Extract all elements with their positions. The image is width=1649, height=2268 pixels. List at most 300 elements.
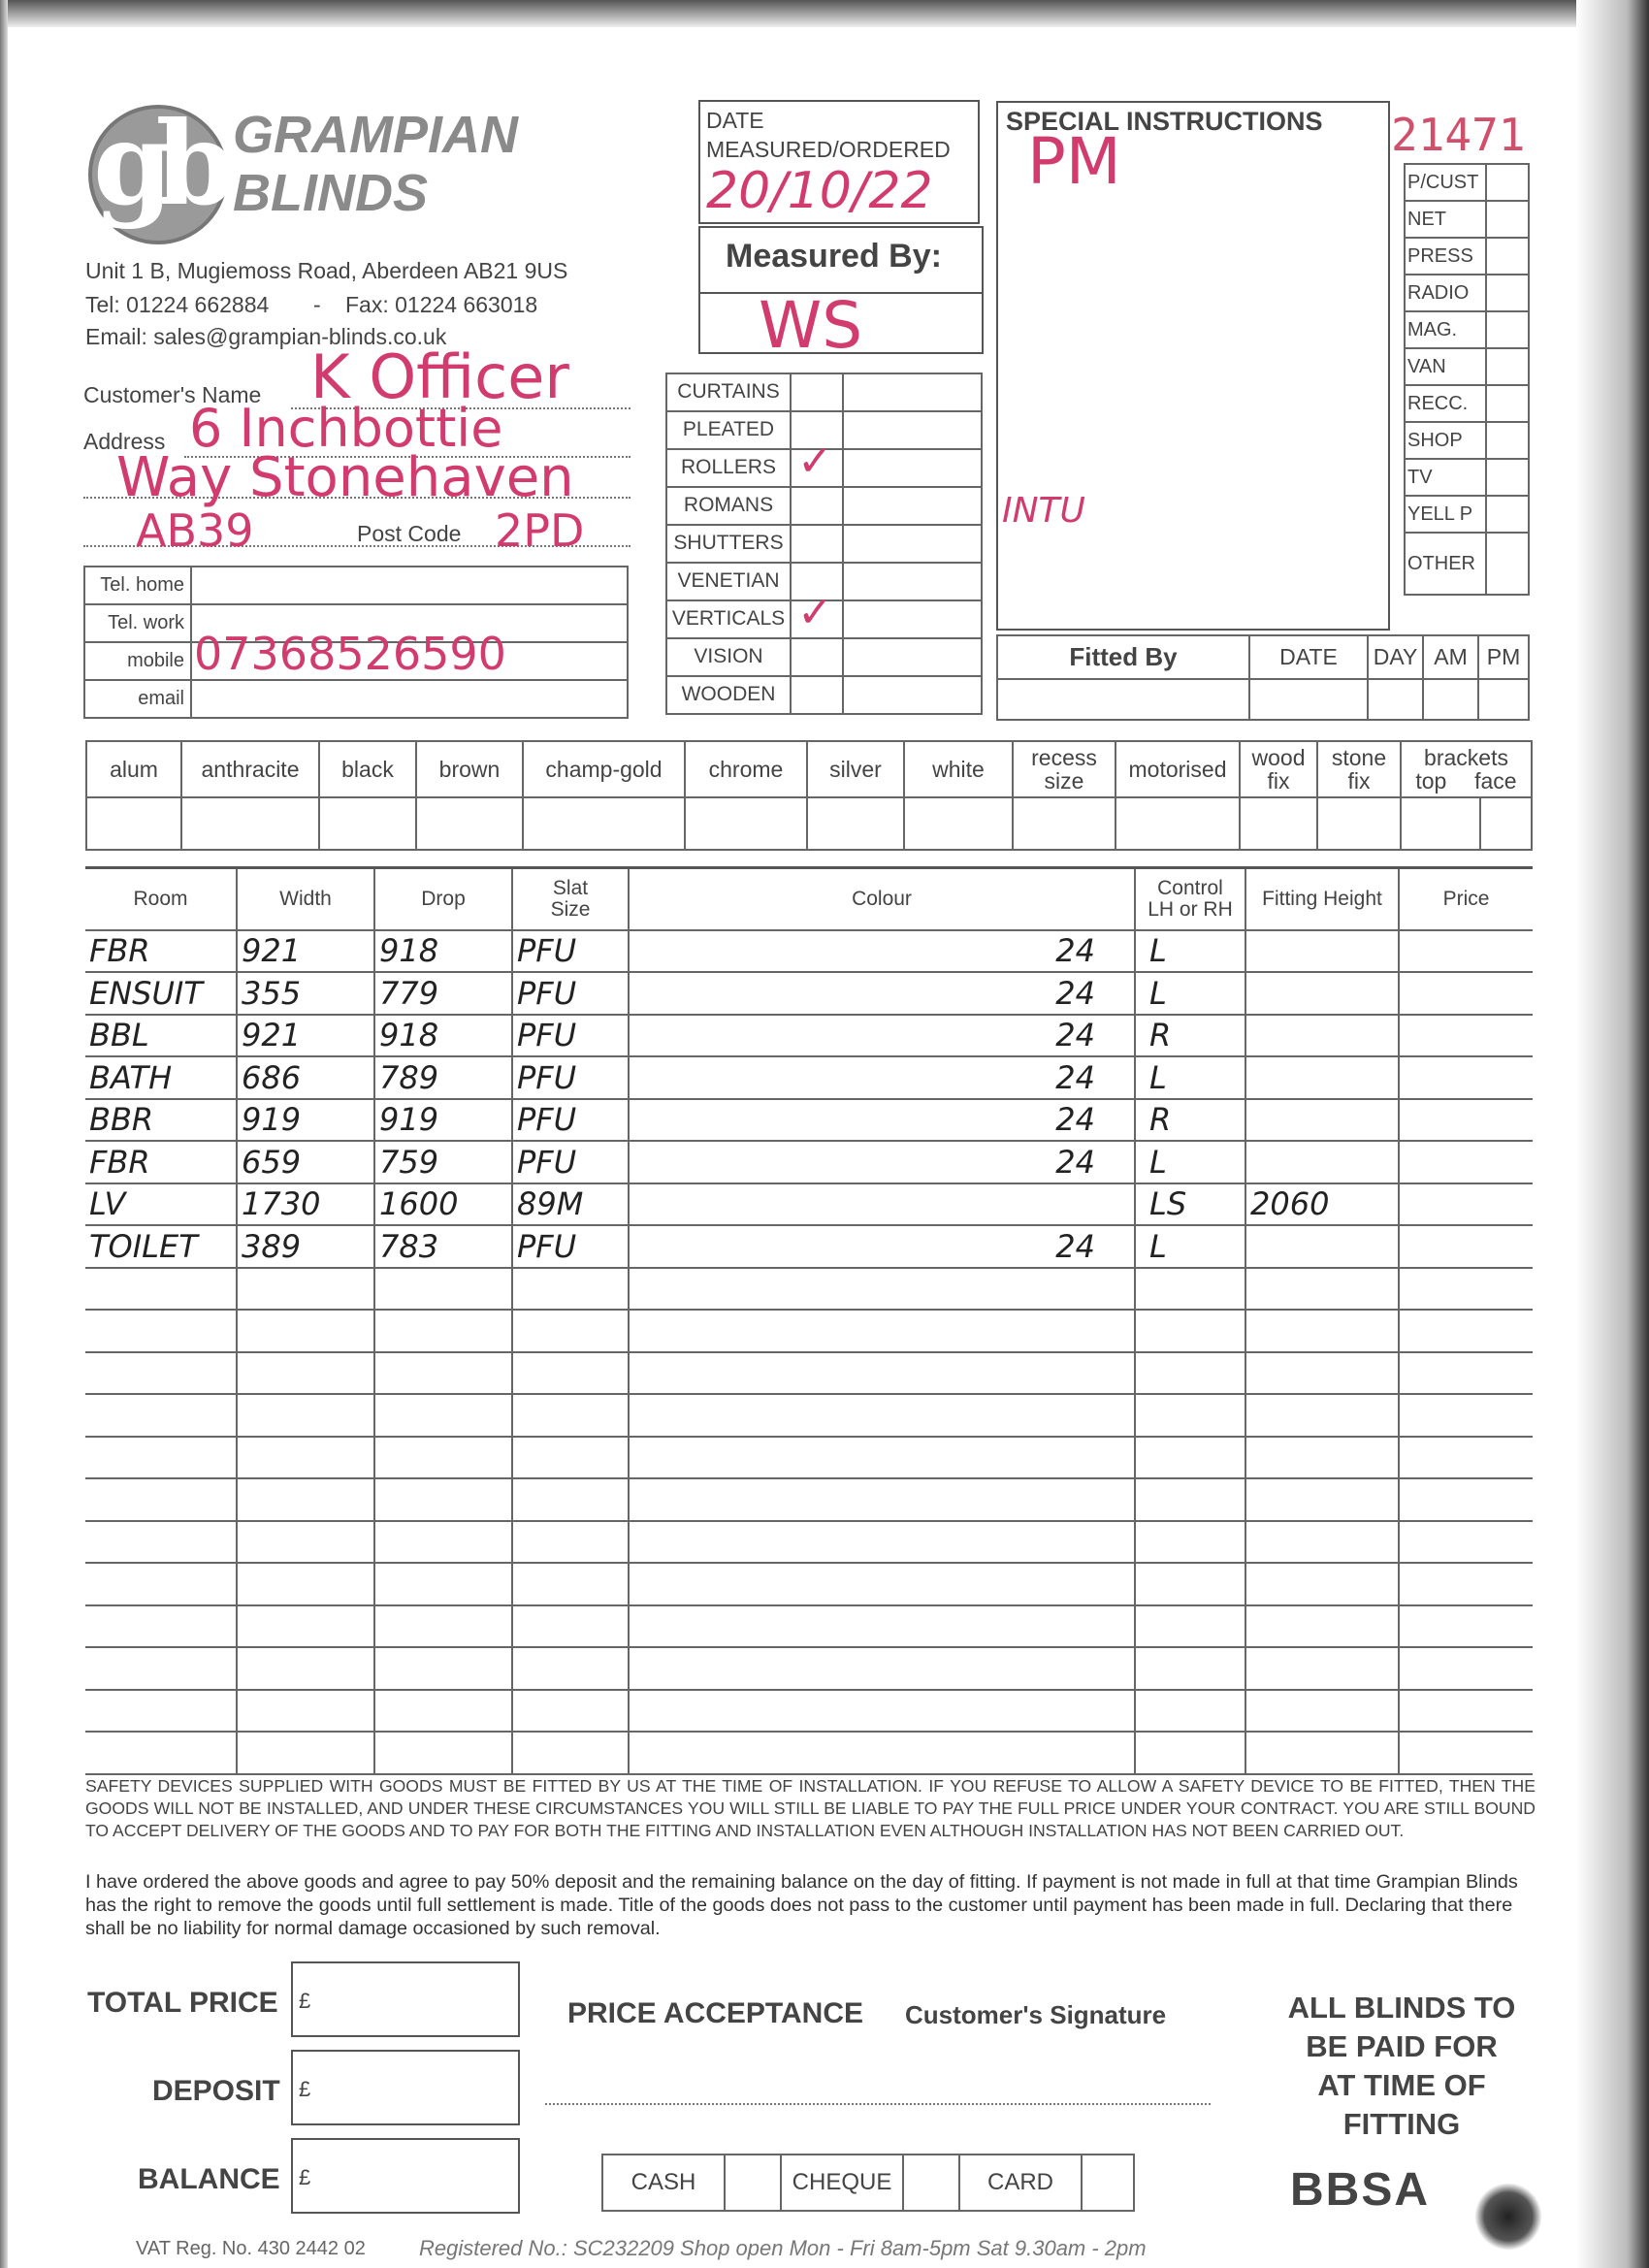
- cell-room[interactable]: [85, 1352, 237, 1395]
- cell-slat[interactable]: [512, 1690, 629, 1733]
- cell-width[interactable]: [237, 1141, 374, 1183]
- value-room: FBR: [89, 932, 150, 970]
- fitted-date-field[interactable]: [1249, 679, 1368, 720]
- source-box-8[interactable]: [1486, 459, 1529, 496]
- cell-fitting[interactable]: [1245, 1394, 1399, 1437]
- cell-price[interactable]: [1399, 1394, 1533, 1437]
- cell-colour[interactable]: [629, 1690, 1135, 1733]
- cell-slat[interactable]: [512, 930, 629, 973]
- table-row: [85, 1183, 1533, 1226]
- blind-type-shutters: SHUTTERS: [673, 532, 784, 555]
- cell-slat[interactable]: [512, 1056, 629, 1099]
- source-box-5[interactable]: [1486, 348, 1529, 385]
- company-name-line2: BLINDS: [233, 164, 428, 222]
- table-row: [85, 972, 1533, 1015]
- cell-drop[interactable]: [374, 1015, 512, 1057]
- cell-price[interactable]: [1399, 1521, 1533, 1564]
- cell-fitting[interactable]: [1245, 1099, 1399, 1142]
- cell-width[interactable]: [237, 1268, 374, 1311]
- tel-work-label: Tel. work: [108, 612, 184, 633]
- cell-control[interactable]: [1135, 1605, 1245, 1648]
- source-box-7[interactable]: [1486, 422, 1529, 459]
- cell-price[interactable]: [1399, 1268, 1533, 1311]
- cell-width[interactable]: [237, 1056, 374, 1099]
- blind-notes-romans[interactable]: [843, 487, 982, 525]
- cell-fitting[interactable]: [1245, 1563, 1399, 1605]
- cell-width[interactable]: [237, 1352, 374, 1395]
- cell-slat[interactable]: [512, 1225, 629, 1268]
- cell-control[interactable]: [1135, 1690, 1245, 1733]
- col-width: Width: [279, 887, 332, 910]
- safety-terms: SAFETY DEVICES SUPPLIED WITH GOODS MUST BE FITTED BY US AT THE TIME OF INSTALLATION. IF YOU REFUSE TO ALLOW A SAFETY DEVICE TO BE FITTED, THEN THE GOODS WILL NOT BE INSTALLED, AND UNDER THESE CIRCUMSTANCES YOU WILL STILL BE LIABLE TO PAY THE FULL PRICE UNDER YOUR CONTRACT. YOU ARE STILL BOUND TO ACCEPT DELIVERY OF THE GOODS AND TO PAY FOR BOTH THE FITTING AND INSTALLATION EVEN ALTHOUGH INSTALLATION HAS NOT BEEN CARRIED OUT.: [85, 1776, 1536, 1840]
- cell-drop[interactable]: [374, 1478, 512, 1521]
- cell-room[interactable]: [85, 1141, 237, 1183]
- cell-colour[interactable]: [629, 1225, 1135, 1268]
- cell-price[interactable]: [1399, 1690, 1533, 1733]
- cell-fitting[interactable]: [1245, 1647, 1399, 1690]
- cell-room[interactable]: [85, 1478, 237, 1521]
- opt-face-box[interactable]: [1480, 797, 1532, 850]
- cell-colour[interactable]: [629, 1394, 1135, 1437]
- cell-colour[interactable]: [629, 1099, 1135, 1142]
- cell-room[interactable]: [85, 1225, 237, 1268]
- blind-check-vision[interactable]: [791, 638, 843, 676]
- blind-type-romans: ROMANS: [683, 494, 774, 517]
- cell-slat[interactable]: [512, 1268, 629, 1311]
- fitted-by-wrap: [996, 634, 1530, 721]
- cell-price[interactable]: [1399, 1437, 1533, 1479]
- cell-drop[interactable]: [374, 1141, 512, 1183]
- tel-home-field[interactable]: [191, 567, 628, 604]
- cell-price[interactable]: [1399, 1141, 1533, 1183]
- opt-alum-box[interactable]: [86, 797, 181, 850]
- cell-width[interactable]: [237, 1478, 374, 1521]
- source-box-0[interactable]: [1486, 164, 1529, 201]
- cell-fitting[interactable]: [1245, 1437, 1399, 1479]
- fitted-day-field[interactable]: [1368, 679, 1423, 720]
- blind-notes-shutters[interactable]: [843, 525, 982, 563]
- cell-room[interactable]: [85, 1183, 237, 1226]
- source-box-3[interactable]: [1486, 275, 1529, 311]
- cell-drop[interactable]: [374, 1183, 512, 1226]
- blind-notes-verticals[interactable]: [843, 600, 982, 638]
- agreement-terms: I have ordered the above goods and agree to pay 50% deposit and the remaining balance on the day of fitting. If payment is not made in full at that time Grampian Blinds has the right to remove the goods until full settlement is made. Title of the goods does not pass to the customer until payment has been made in full. Declaring that there shall be no liability for normal damage occasioned by such removal.: [85, 1871, 1518, 1939]
- cell-control[interactable]: [1135, 1394, 1245, 1437]
- cell-colour[interactable]: [629, 1310, 1135, 1352]
- fitted-date-label: DATE: [1279, 644, 1338, 670]
- cell-fitting[interactable]: [1245, 1605, 1399, 1648]
- blind-check-verticals[interactable]: [791, 588, 843, 638]
- price-acceptance-label: PRICE ACCEPTANCE: [567, 1997, 864, 2029]
- opt-black: black: [341, 756, 394, 782]
- cell-drop[interactable]: [374, 1394, 512, 1437]
- source-9: YELL P: [1407, 502, 1473, 525]
- value-slat: PFU: [517, 1101, 577, 1139]
- value-drop: 783: [379, 1227, 439, 1265]
- source-box-10[interactable]: [1486, 533, 1529, 595]
- cell-drop[interactable]: [374, 1605, 512, 1648]
- cell-control[interactable]: [1135, 1141, 1245, 1183]
- cell-fitting[interactable]: [1245, 1015, 1399, 1057]
- source-8: TV: [1407, 466, 1433, 488]
- cell-price[interactable]: [1399, 1183, 1533, 1226]
- cell-control[interactable]: [1135, 1521, 1245, 1564]
- cell-control[interactable]: [1135, 930, 1245, 973]
- cell-slat[interactable]: [512, 1478, 629, 1521]
- opt-motorised-box[interactable]: [1116, 797, 1240, 850]
- scan-edge-left: [0, 0, 8, 2268]
- cell-control[interactable]: [1135, 1056, 1245, 1099]
- cell-colour[interactable]: [629, 1268, 1135, 1311]
- tick-mark: ✓: [797, 588, 833, 637]
- col-fitting-height: Fitting Height: [1262, 887, 1382, 910]
- opt-white-box[interactable]: [904, 797, 1013, 850]
- blind-check-wooden[interactable]: [791, 676, 843, 714]
- cell-width[interactable]: [237, 1183, 374, 1226]
- blind-check-shutters[interactable]: [791, 525, 843, 563]
- date-value[interactable]: 20/10/22: [706, 162, 933, 220]
- card-box[interactable]: [1082, 2155, 1134, 2211]
- cell-room[interactable]: [85, 1015, 237, 1057]
- postcode-value[interactable]: 2PD: [495, 504, 585, 557]
- table-row: [85, 1521, 1533, 1564]
- cell-colour[interactable]: [629, 1732, 1135, 1774]
- cell-colour[interactable]: [629, 1183, 1135, 1226]
- value-width: 921: [242, 932, 302, 970]
- cell-colour[interactable]: [629, 1141, 1135, 1183]
- col-room: Room: [133, 887, 188, 910]
- cell-colour[interactable]: [629, 1563, 1135, 1605]
- ink-smudge: [1474, 2183, 1542, 2251]
- cell-price[interactable]: [1399, 1225, 1533, 1268]
- company-sep: -: [313, 292, 321, 317]
- cell-fitting[interactable]: [1245, 1690, 1399, 1733]
- col-price: Price: [1442, 887, 1490, 910]
- balance-field[interactable]: [291, 2138, 520, 2214]
- cell-drop[interactable]: [374, 1732, 512, 1774]
- value-width: 1730: [242, 1185, 321, 1223]
- value-colour: 24: [1055, 932, 1095, 970]
- cell-drop[interactable]: [374, 1310, 512, 1352]
- source-box-1[interactable]: [1486, 201, 1529, 238]
- cell-slat[interactable]: [512, 1647, 629, 1690]
- opt-recess-box[interactable]: [1013, 797, 1116, 850]
- cell-slat[interactable]: [512, 1015, 629, 1057]
- cell-drop[interactable]: [374, 1647, 512, 1690]
- cell-drop[interactable]: [374, 1056, 512, 1099]
- cell-slat[interactable]: [512, 1183, 629, 1226]
- cell-fitting[interactable]: [1245, 1056, 1399, 1099]
- cell-slat[interactable]: [512, 1605, 629, 1648]
- customer-name-value[interactable]: K Officer: [310, 341, 569, 412]
- cell-control[interactable]: [1135, 1015, 1245, 1057]
- value-colour: 24: [1055, 1058, 1095, 1096]
- blind-notes-venetian[interactable]: [843, 563, 982, 600]
- cell-width[interactable]: [237, 1647, 374, 1690]
- cell-fitting[interactable]: [1245, 1225, 1399, 1268]
- source-1: NET: [1407, 208, 1446, 230]
- cell-control[interactable]: [1135, 1478, 1245, 1521]
- cell-room[interactable]: [85, 1732, 237, 1774]
- cell-drop[interactable]: [374, 1268, 512, 1311]
- source-2: PRESS: [1407, 244, 1473, 267]
- value-control: L: [1149, 974, 1167, 1012]
- cell-control[interactable]: [1135, 1352, 1245, 1395]
- cell-fitting[interactable]: [1245, 1141, 1399, 1183]
- cell-colour[interactable]: [629, 1478, 1135, 1521]
- order-table: [85, 866, 1533, 1775]
- cell-fitting[interactable]: [1245, 1732, 1399, 1774]
- mobile-field[interactable]: [191, 628, 628, 680]
- source-table: [1404, 163, 1530, 596]
- cell-room[interactable]: [85, 972, 237, 1015]
- cell-price[interactable]: [1399, 1605, 1533, 1648]
- opt-silver-box[interactable]: [807, 797, 904, 850]
- blind-type-venetian: VENETIAN: [677, 569, 780, 593]
- opt-wood-box[interactable]: [1240, 797, 1317, 850]
- table-row: [85, 1268, 1533, 1311]
- cell-width[interactable]: [237, 1099, 374, 1142]
- mobile-value: 07368526590: [194, 628, 506, 680]
- value-drop: 759: [379, 1143, 439, 1181]
- form-number: 21471: [1391, 109, 1526, 161]
- cell-slat[interactable]: [512, 1310, 629, 1352]
- scan-edge-right: [1576, 0, 1649, 2268]
- fitted-by-field[interactable]: [997, 679, 1249, 720]
- fitted-am-field[interactable]: [1423, 679, 1478, 720]
- cell-width[interactable]: [237, 1605, 374, 1648]
- cell-room[interactable]: [85, 1690, 237, 1733]
- date-measured-box: [698, 100, 980, 224]
- mobile-label: mobile: [127, 650, 184, 671]
- cell-width[interactable]: [237, 1394, 374, 1437]
- blind-notes-pleated[interactable]: [843, 411, 982, 449]
- cell-slat[interactable]: [512, 1732, 629, 1774]
- opt-motorised: motorised: [1128, 756, 1227, 782]
- cell-width[interactable]: [237, 1690, 374, 1733]
- value-control: L: [1149, 1143, 1167, 1181]
- address-value-2[interactable]: Way Stonehaven: [116, 446, 574, 509]
- cell-width[interactable]: [237, 972, 374, 1015]
- cell-price[interactable]: [1399, 1732, 1533, 1774]
- cell-slat[interactable]: [512, 1394, 629, 1437]
- cell-control[interactable]: [1135, 1437, 1245, 1479]
- cell-price[interactable]: [1399, 1310, 1533, 1352]
- cell-fitting[interactable]: [1245, 1521, 1399, 1564]
- cell-price[interactable]: [1399, 930, 1533, 973]
- value-drop: 919: [379, 1101, 439, 1139]
- deposit-field[interactable]: [291, 2050, 520, 2125]
- cell-price[interactable]: [1399, 1478, 1533, 1521]
- cell-fitting[interactable]: [1245, 930, 1399, 973]
- blind-check-rollers[interactable]: [791, 437, 843, 487]
- value-control: R: [1149, 1101, 1172, 1139]
- source-box-4[interactable]: [1486, 311, 1529, 348]
- cell-drop[interactable]: [374, 1521, 512, 1564]
- signature-line[interactable]: [545, 2103, 1211, 2105]
- blind-notes-wooden[interactable]: [843, 676, 982, 714]
- cell-width[interactable]: [237, 1563, 374, 1605]
- table-row: [85, 1690, 1533, 1733]
- cell-width[interactable]: [237, 1437, 374, 1479]
- cell-control[interactable]: [1135, 1183, 1245, 1226]
- col-slat-size: [513, 878, 628, 921]
- opt-champ-gold-box[interactable]: [523, 797, 685, 850]
- phone-table: [83, 566, 629, 719]
- customer-signature-label: Customer's Signature: [905, 2000, 1167, 2029]
- value-slat: PFU: [517, 1058, 577, 1096]
- cell-fitting[interactable]: [1245, 1183, 1399, 1226]
- value-drop: 789: [379, 1058, 439, 1096]
- deposit-currency: £: [299, 2077, 311, 2101]
- source-box-2[interactable]: [1486, 238, 1529, 275]
- order-table-wrap: [85, 866, 1533, 1775]
- source-3: RADIO: [1407, 281, 1470, 304]
- cell-control[interactable]: [1135, 1647, 1245, 1690]
- cell-price[interactable]: [1399, 1647, 1533, 1690]
- address-value-3[interactable]: AB39: [136, 504, 254, 557]
- cell-control[interactable]: [1135, 1732, 1245, 1774]
- cell-room[interactable]: [85, 1647, 237, 1690]
- cell-colour[interactable]: [629, 1647, 1135, 1690]
- special-note-1[interactable]: PM: [1027, 124, 1121, 199]
- company-tel: Tel: 01224 662884: [85, 292, 270, 317]
- value-width: 921: [242, 1017, 302, 1054]
- cell-drop[interactable]: [374, 930, 512, 973]
- cell-fitting[interactable]: [1245, 1310, 1399, 1352]
- cell-colour[interactable]: [629, 930, 1135, 973]
- cell-price[interactable]: [1399, 972, 1533, 1015]
- payment-method-table: [601, 2154, 1135, 2212]
- opt-face: face: [1474, 768, 1517, 794]
- cell-control[interactable]: [1135, 1225, 1245, 1268]
- total-price-field[interactable]: [291, 1961, 520, 2037]
- table-row: [85, 1225, 1533, 1268]
- cell-colour[interactable]: [629, 1521, 1135, 1564]
- cell-fitting[interactable]: [1245, 972, 1399, 1015]
- cell-room[interactable]: [85, 1268, 237, 1311]
- blind-notes-rollers[interactable]: [843, 449, 982, 487]
- cell-fitting[interactable]: [1245, 1268, 1399, 1311]
- cell-slat[interactable]: [512, 1141, 629, 1183]
- opt-brackets: [1402, 746, 1531, 793]
- blind-check-curtains[interactable]: [791, 373, 843, 411]
- cell-slat[interactable]: [512, 1437, 629, 1479]
- customer-name-label: Customer's Name: [83, 382, 262, 407]
- cell-price[interactable]: [1399, 1352, 1533, 1395]
- value-colour: 24: [1055, 1017, 1095, 1054]
- opt-brown-box[interactable]: [416, 797, 523, 850]
- opt-anthracite-box[interactable]: [181, 797, 319, 850]
- cell-price[interactable]: [1399, 1563, 1533, 1605]
- source-box-9[interactable]: [1486, 496, 1529, 533]
- cell-control[interactable]: [1135, 1099, 1245, 1142]
- cell-width[interactable]: [237, 1225, 374, 1268]
- opt-chrome-box[interactable]: [685, 797, 807, 850]
- cell-width[interactable]: [237, 1015, 374, 1057]
- cell-room[interactable]: [85, 1099, 237, 1142]
- cell-drop[interactable]: [374, 1437, 512, 1479]
- cell-drop[interactable]: [374, 1690, 512, 1733]
- cell-fitting[interactable]: [1245, 1478, 1399, 1521]
- cell-colour[interactable]: [629, 972, 1135, 1015]
- blind-notes-vision[interactable]: [843, 638, 982, 676]
- value-width: 659: [242, 1143, 302, 1181]
- cell-control[interactable]: [1135, 972, 1245, 1015]
- opt-black-box[interactable]: [319, 797, 416, 850]
- cell-colour[interactable]: [629, 1015, 1135, 1057]
- cell-slat[interactable]: [512, 1563, 629, 1605]
- cell-width[interactable]: [237, 930, 374, 973]
- cell-drop[interactable]: [374, 972, 512, 1015]
- cell-room[interactable]: [85, 1056, 237, 1099]
- cell-drop[interactable]: [374, 1563, 512, 1605]
- source-box-6[interactable]: [1486, 385, 1529, 422]
- cell-slat[interactable]: [512, 1521, 629, 1564]
- cell-room[interactable]: [85, 930, 237, 973]
- opt-stone-box[interactable]: [1317, 797, 1401, 850]
- measured-by-value[interactable]: WS: [759, 288, 863, 363]
- cell-price[interactable]: [1399, 1015, 1533, 1057]
- cell-drop[interactable]: [374, 1099, 512, 1142]
- cell-colour[interactable]: [629, 1437, 1135, 1479]
- special-instructions-title: SPECIAL INSTRUCTIONS: [1006, 107, 1323, 136]
- payment-method-wrap: [601, 2154, 1135, 2212]
- cell-colour[interactable]: [629, 1352, 1135, 1395]
- cell-room[interactable]: [85, 1521, 237, 1564]
- value-width: 919: [242, 1101, 302, 1139]
- value-width: 686: [242, 1058, 302, 1096]
- cell-slat[interactable]: [512, 1352, 629, 1395]
- cell-price[interactable]: [1399, 1099, 1533, 1142]
- cell-width[interactable]: [237, 1310, 374, 1352]
- table-row: [85, 1605, 1533, 1648]
- cell-room[interactable]: [85, 1310, 237, 1352]
- cell-room[interactable]: [85, 1563, 237, 1605]
- cell-drop[interactable]: [374, 1352, 512, 1395]
- cell-width[interactable]: [237, 1521, 374, 1564]
- email-field[interactable]: [191, 680, 628, 718]
- cash-box[interactable]: [725, 2155, 781, 2211]
- cheque-box[interactable]: [903, 2155, 959, 2211]
- special-note-2[interactable]: INTU: [1002, 491, 1085, 531]
- address-label: Address: [83, 429, 166, 454]
- opt-top-box[interactable]: [1401, 797, 1480, 850]
- cell-room[interactable]: [85, 1437, 237, 1479]
- cell-slat[interactable]: [512, 1099, 629, 1142]
- cell-control[interactable]: [1135, 1563, 1245, 1605]
- cell-room[interactable]: [85, 1605, 237, 1648]
- cell-control[interactable]: [1135, 1268, 1245, 1311]
- blind-check-romans[interactable]: [791, 487, 843, 525]
- cell-fitting[interactable]: [1245, 1352, 1399, 1395]
- cell-colour[interactable]: [629, 1056, 1135, 1099]
- cell-drop[interactable]: [374, 1225, 512, 1268]
- fitted-pm-field[interactable]: [1478, 679, 1529, 720]
- notice-line-4: FITTING: [1342, 2107, 1461, 2141]
- cell-colour[interactable]: [629, 1605, 1135, 1648]
- cheque-label: CHEQUE: [792, 2169, 892, 2196]
- cell-room[interactable]: [85, 1394, 237, 1437]
- blind-types-wrap: [665, 373, 983, 715]
- cell-width[interactable]: [237, 1732, 374, 1774]
- address-value-1[interactable]: 6 Inchbottie: [189, 398, 503, 459]
- fitted-pm-label: PM: [1486, 644, 1521, 670]
- cell-price[interactable]: [1399, 1056, 1533, 1099]
- cell-slat[interactable]: [512, 972, 629, 1015]
- blind-notes-curtains[interactable]: [843, 373, 982, 411]
- cell-control[interactable]: [1135, 1310, 1245, 1352]
